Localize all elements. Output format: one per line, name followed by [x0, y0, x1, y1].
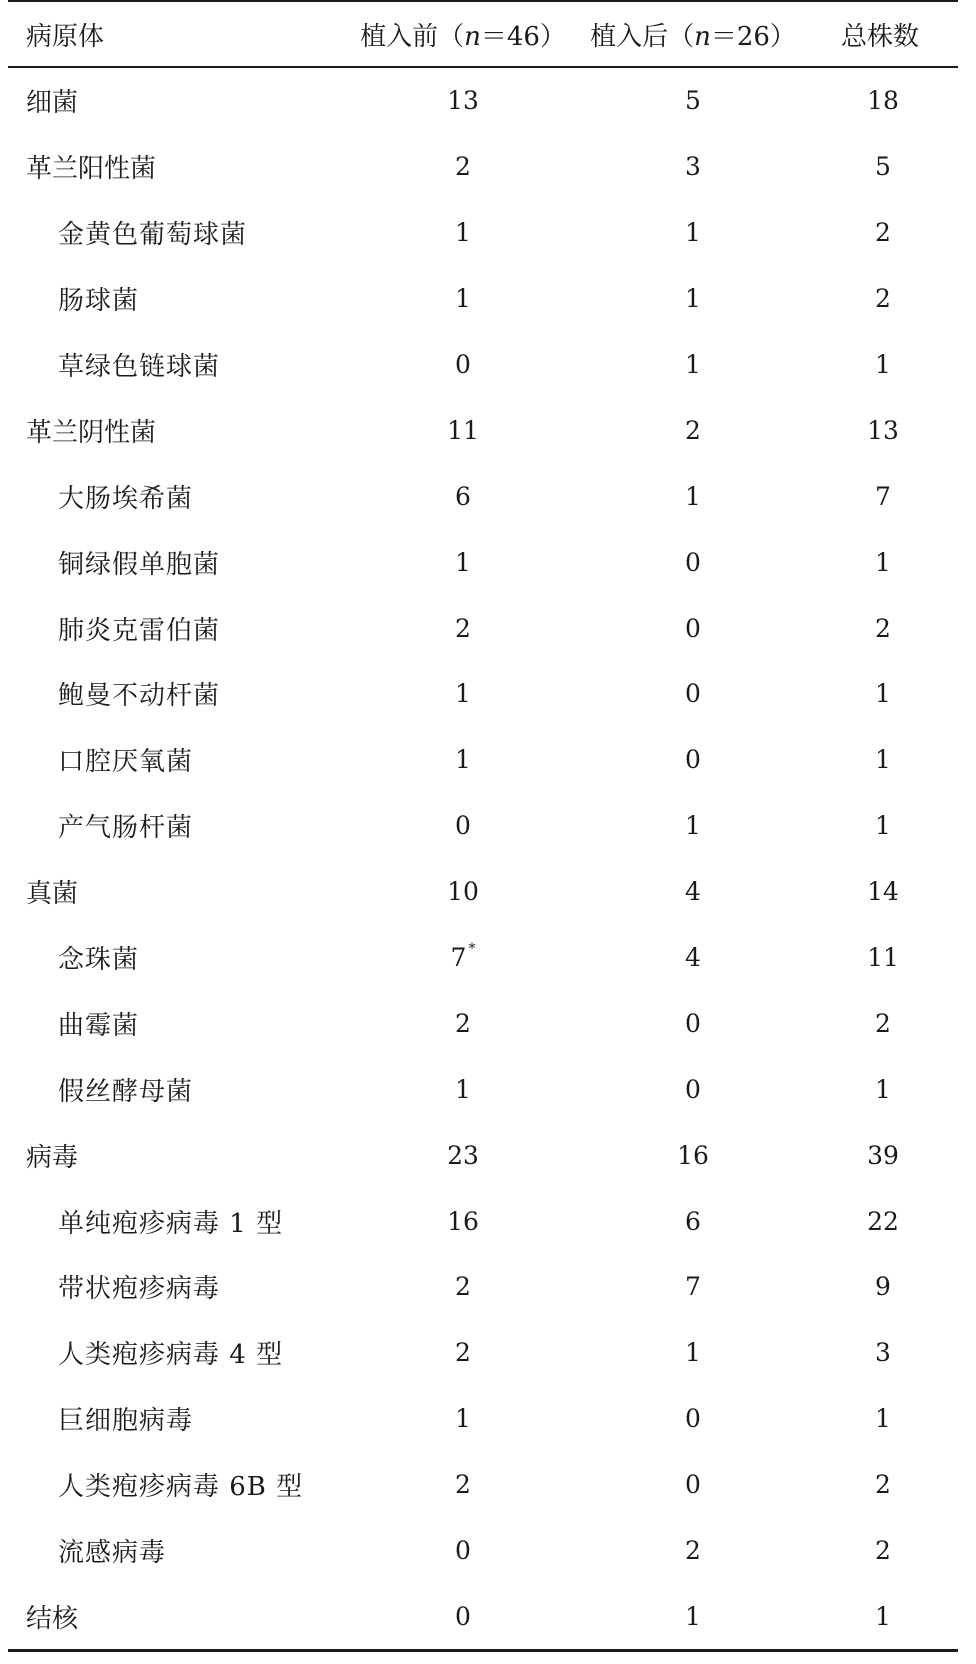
total-count-cell: 18: [867, 86, 899, 116]
table-row: [8, 1188, 958, 1254]
pre-implant-count-cell: [348, 1386, 578, 1452]
significance-mark: *: [468, 941, 476, 958]
post-implant-count-cell: 1: [685, 481, 701, 511]
pre-implant-count: 2: [455, 1338, 471, 1368]
table-row: [8, 134, 958, 200]
post-implant-count-cell: 0: [685, 613, 701, 643]
table-row: [8, 793, 958, 859]
pre-implant-count: 0: [455, 350, 471, 379]
pre-implant-count: 0: [455, 1601, 471, 1631]
pathogen-name-cell: 假丝酵母菌: [58, 1076, 194, 1107]
pathogen-name-cell: 病毒: [26, 1142, 79, 1173]
pre-implant-count-cell: [348, 1320, 578, 1386]
post-implant-count-cell: 0: [685, 1074, 701, 1104]
pre-implant-count-cell: [348, 925, 578, 991]
total-count-cell: 7: [875, 481, 891, 511]
post-implant-count-cell: 0: [685, 745, 701, 775]
pre-implant-count: 16: [447, 1206, 479, 1236]
table-row: [8, 925, 958, 991]
pre-implant-count: 1: [455, 1404, 471, 1434]
pathogen-name-cell: 真菌: [26, 879, 79, 910]
pathogen-name-cell: 革兰阴性菌: [26, 417, 157, 448]
table-row: [8, 1056, 958, 1122]
pathogen-name-cell: 肺炎克雷伯菌: [58, 615, 221, 646]
header-pre-implant: [348, 1, 578, 67]
post-implant-count-cell: 7: [685, 1272, 701, 1302]
table-row: [8, 1452, 958, 1518]
table-row: [8, 529, 958, 595]
pathogen-name-cell: 念珠菌: [58, 945, 140, 976]
post-implant-count-cell: 2: [685, 1536, 701, 1566]
table-row: [8, 266, 958, 332]
total-count-cell: 13: [867, 415, 899, 445]
total-count-cell: 9: [875, 1272, 891, 1302]
pre-implant-count: 6: [455, 481, 471, 511]
total-count-cell: 2: [875, 1470, 891, 1500]
pre-implant-count: 1: [455, 218, 471, 248]
pre-implant-count: 2: [455, 1272, 471, 1302]
total-count-cell: 14: [867, 877, 899, 907]
pathogen-name-cell: 鲍曼不动杆菌: [58, 681, 221, 712]
header-pathogen: 病原体: [8, 1, 348, 67]
pre-implant-count-cell: [348, 134, 578, 200]
pathogen-name-cell: 草绿色链球菌: [58, 352, 221, 382]
pre-implant-count-cell: [348, 793, 578, 859]
pre-implant-count-cell: [348, 1518, 578, 1584]
pathogen-name-cell: 肠球菌: [58, 286, 140, 317]
pre-implant-count: 2: [455, 1008, 471, 1038]
table-row: [8, 990, 958, 1056]
post-implant-count-cell: 1: [578, 1583, 808, 1650]
pre-implant-count-cell: [348, 463, 578, 529]
pathogen-name-cell: 大肠埃希菌: [58, 483, 194, 514]
post-implant-count-cell: 4: [685, 943, 701, 973]
header-post-prefix: 植入后（: [590, 21, 695, 52]
post-implant-count-cell: 0: [685, 1470, 701, 1500]
header-post-n: n: [694, 21, 711, 52]
pre-implant-count: 1: [455, 679, 471, 709]
pathogen-name-cell: 带状疱疹病毒: [58, 1274, 221, 1305]
pre-implant-count: 1: [455, 745, 471, 775]
header-total: 总株数: [808, 1, 958, 67]
pre-implant-count-cell: [348, 397, 578, 463]
total-count-cell: 1: [875, 350, 891, 379]
post-implant-count-cell: 1: [685, 1338, 701, 1368]
pathogen-name-cell: 曲霉菌: [58, 1010, 140, 1041]
post-implant-count-cell: 1: [685, 811, 701, 841]
post-implant-count-cell: 2: [685, 415, 701, 445]
pathogen-name-cell: 细菌: [26, 88, 79, 119]
table-row: [8, 1320, 958, 1386]
post-implant-count-cell: 1: [685, 284, 701, 314]
pre-implant-count-cell: [348, 332, 578, 398]
table-row: [8, 595, 958, 661]
total-count-cell: 22: [867, 1206, 899, 1236]
post-implant-count-cell: 5: [685, 86, 701, 116]
table-row: [8, 661, 958, 727]
post-implant-count-cell: 0: [685, 547, 701, 577]
pre-implant-count: 2: [455, 152, 471, 182]
pre-implant-count: 1: [455, 1074, 471, 1104]
total-count-cell: 39: [867, 1140, 899, 1170]
post-implant-count-cell: 1: [685, 350, 701, 379]
header-post-implant: [578, 1, 808, 67]
pre-implant-count-cell: [348, 595, 578, 661]
table-row: [8, 200, 958, 266]
pathogen-name-cell: 金黄色葡萄球菌: [58, 220, 248, 251]
table-row: [8, 332, 958, 398]
pathogen-name-cell: 人类疱疹病毒 4 型: [58, 1340, 284, 1371]
total-count-cell: 1: [875, 679, 891, 709]
pre-implant-count: 23: [447, 1140, 479, 1170]
pre-implant-count: 7: [450, 943, 467, 973]
pre-implant-count-cell: [348, 266, 578, 332]
total-count-cell: 11: [867, 943, 899, 973]
table-row: [8, 1386, 958, 1452]
pre-implant-count-cell: [348, 67, 578, 134]
header-post-suffix: ＝26）: [710, 21, 796, 52]
pathogen-name-cell: 巨细胞病毒: [58, 1406, 194, 1437]
pre-implant-count-cell: [348, 661, 578, 727]
table-row: [8, 859, 958, 925]
post-implant-count-cell: 3: [685, 152, 701, 182]
total-count-cell: 2: [875, 613, 891, 643]
total-count-cell: 1: [875, 811, 891, 841]
pre-implant-count-cell: [348, 1452, 578, 1518]
total-count-cell: 1: [875, 547, 891, 577]
pathogen-name-cell: 口腔厌氧菌: [58, 747, 194, 778]
table-row: [8, 1518, 958, 1584]
post-implant-count-cell: 0: [685, 1008, 701, 1038]
pre-implant-count-cell: [348, 1122, 578, 1188]
pre-implant-count-cell: [348, 1188, 578, 1254]
pre-implant-count: 11: [447, 415, 479, 445]
pre-implant-count-cell: [348, 1254, 578, 1320]
pre-implant-count: 1: [455, 547, 471, 577]
pathogen-name-cell: 结核: [8, 1583, 348, 1650]
header-pre-suffix: ＝46）: [480, 21, 566, 52]
post-implant-count-cell: 0: [685, 1404, 701, 1434]
pathogen-name-cell: 革兰阳性菌: [26, 154, 157, 185]
table-row: [8, 397, 958, 463]
total-count-cell: 1: [875, 745, 891, 775]
pre-implant-count-cell: [348, 200, 578, 266]
pre-implant-count: 0: [455, 1536, 471, 1566]
total-count-cell: 3: [875, 1338, 891, 1368]
total-count-cell: 1: [808, 1583, 958, 1650]
pre-implant-count-cell: [348, 990, 578, 1056]
post-implant-count-cell: 16: [677, 1140, 709, 1170]
pre-implant-count-cell: [348, 859, 578, 925]
post-implant-count-cell: 6: [685, 1206, 701, 1236]
post-implant-count-cell: 4: [685, 877, 701, 907]
pre-implant-count: 13: [447, 86, 479, 116]
pathogen-name-cell: 单纯疱疹病毒 1 型: [58, 1208, 284, 1239]
pathogen-name-cell: 铜绿假单胞菌: [58, 549, 221, 580]
table-row: [8, 1583, 958, 1650]
pre-implant-count: 0: [455, 811, 471, 841]
table-row: [8, 67, 958, 134]
pre-implant-count-cell: [348, 727, 578, 793]
pre-implant-count-cell: [348, 1056, 578, 1122]
table-header: [8, 1, 958, 67]
table-row: [8, 727, 958, 793]
total-count-cell: 1: [875, 1404, 891, 1434]
pre-implant-count: 10: [447, 877, 479, 907]
pathogen-table: [8, 0, 958, 1652]
total-count-cell: 5: [875, 152, 891, 182]
header-pre-n: n: [464, 21, 481, 52]
total-count-cell: 2: [875, 1008, 891, 1038]
header-row: [8, 1, 958, 67]
total-count-cell: 1: [875, 1074, 891, 1104]
pre-implant-count: 2: [455, 613, 471, 643]
table-row: [8, 463, 958, 529]
table-body: [8, 67, 958, 1651]
post-implant-count-cell: 0: [685, 679, 701, 709]
pre-implant-count: 1: [455, 284, 471, 314]
table-row: [8, 1122, 958, 1188]
total-count-cell: 2: [875, 1536, 891, 1566]
table-row: [8, 1254, 958, 1320]
pathogen-name-cell: 人类疱疹病毒 6B 型: [58, 1472, 304, 1503]
post-implant-count-cell: 1: [685, 218, 701, 248]
total-count-cell: 2: [875, 218, 891, 248]
pre-implant-count: 2: [455, 1470, 471, 1500]
total-count-cell: 2: [875, 284, 891, 314]
header-pre-prefix: 植入前（: [360, 21, 465, 52]
pathogen-name-cell: 产气肠杆菌: [58, 813, 194, 844]
pathogen-name-cell: 流感病毒: [58, 1538, 167, 1569]
pre-implant-count-cell: [348, 1583, 578, 1650]
pre-implant-count-cell: [348, 529, 578, 595]
